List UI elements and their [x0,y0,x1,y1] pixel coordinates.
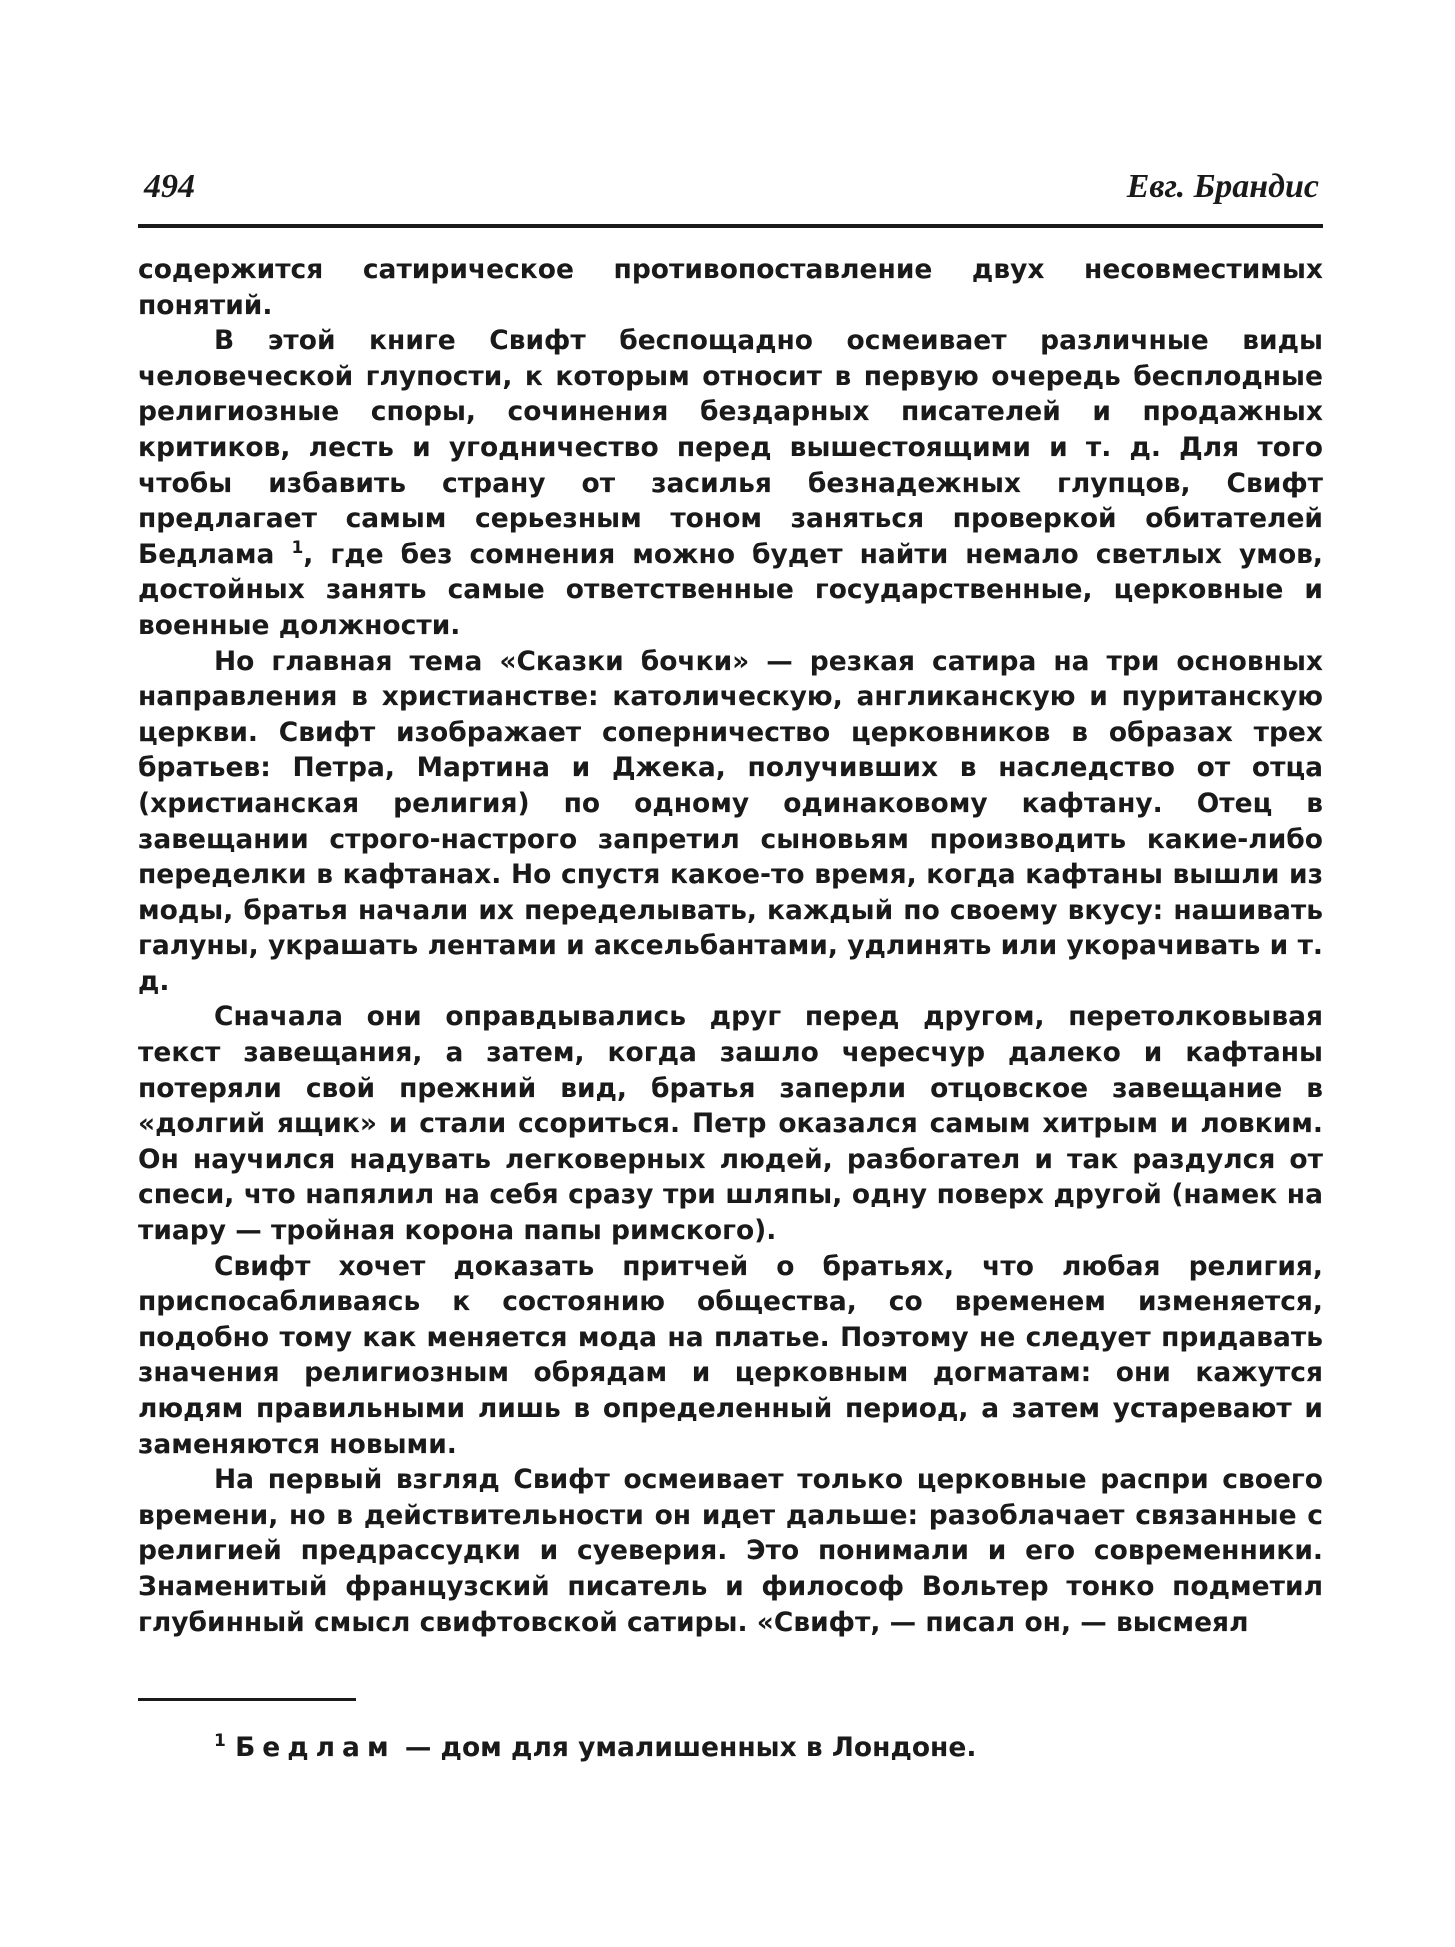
paragraph-6: На первый взгляд Свифт осмеивает только церковные распри своего времени, но в действительности он идет дальше: разоблачает связанные с религией предрассудки и суеверия. Это понимали и его современники. Знаменитый французский писатель и философ Вольтер тонко подметил глубинный смысл свифтовской сатиры. «Свифт, — писал он, — высмеял [138,1464,1323,1638]
header-rule [138,224,1323,228]
footnote-term: Бедлам [235,1732,396,1764]
footnote-marker: 1 [214,1731,226,1752]
running-author: Евг. Брандис [1126,168,1319,205]
body-text [138,252,1323,1640]
paragraph-5: Свифт хочет доказать притчей о братьях, что любая религия, приспосабливаясь к состоянию общества, со временем изменяется, подобно тому как меняется мода на платье. Поэтому не следует придавать значения религиозным обрядам и церковным догматам: они кажутся людям правильными лишь в определенный период, а затем устаревают и заменяются новыми. [138,1250,1323,1460]
paragraph-1: содержится сатирическое противопоставление двух несовместимых понятий. [138,254,1323,321]
footnote-reference: 1 [291,537,304,558]
book-page [138,160,1323,1765]
paragraph-2-part-2: , где без сомнения можно будет найти немало светлых умов, достойных занять самые ответственные государственные, церковные и военные должности. [138,538,1324,641]
paragraph-3: Но главная тема «Сказки бочки» — резкая сатира на три основных направления в христианстве: католическую, англиканскую и пуританскую церкви. Свифт изображает соперничество церковников в образах трех братьев: Петра, Мартина и Джека, получивших в наследство от отца (христианская религия) по одному одинаковому кафтану. Отец в завещании строго-настрого запретил сыновьям производить какие-либо переделки в кафтанах. Но спустя какое-то время, когда кафтаны вышли из моды, братья начали их переделывать, каждый по своему вкусу: нашивать галуны, украшать лентами и аксельбантами, удлинять или укорачивать и т. д. [138,645,1323,997]
footnote [138,1731,1323,1765]
footnote-rule [138,1698,356,1701]
paragraph-4: Сначала они оправдывались друг перед другом, перетолковывая текст завещания, а затем, когда зашло чересчур далеко и кафтаны потеряли свой прежний вид, братья заперли отцовское завещание в «долгий ящик» и стали ссориться. Петр оказался самым хитрым и ловким. Он научился надувать легковерных людей, разбогател и так раздулся от спеси, что напялил на себя сразу три шляпы, одну поверх другой (намек на тиару — тройная корона папы римского). [138,1001,1323,1247]
page-number: 494 [144,168,195,205]
footnote-text: — дом для умалишенных в Лондоне. [395,1732,977,1764]
paragraph-2 [138,323,1323,643]
paragraph-2-part-1: В этой книге Свифт беспощадно осмеивает различные виды человеческой глупости, к которым относит в первую очередь бесплодные религиозные споры, сочинения бездарных писателей и продажных критиков, лесть и угодничество перед вышестоящими и т. д. Для того чтобы избавить страну от засилья безнадежных глупцов, Свифт предлагает самым серьезным тоном заняться проверкой обитателей Бедлама [138,325,1323,570]
running-head [138,160,1323,210]
